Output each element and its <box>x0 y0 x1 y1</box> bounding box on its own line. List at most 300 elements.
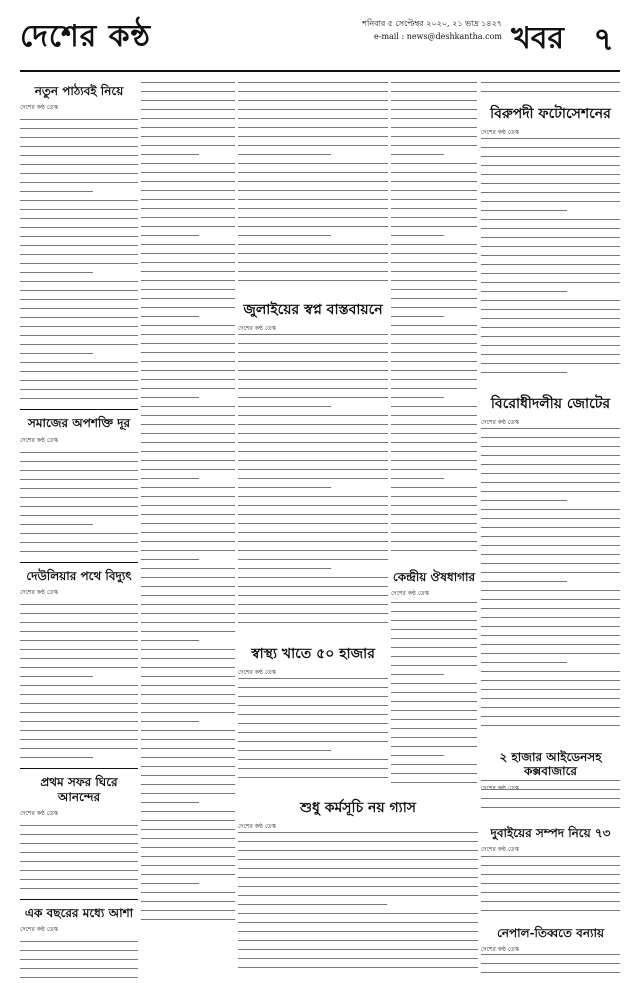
text-line <box>141 204 235 213</box>
text-line <box>238 837 478 846</box>
text-line <box>481 568 620 577</box>
text-line <box>391 375 477 384</box>
text-line <box>481 505 620 514</box>
text-line <box>481 478 620 487</box>
text-line <box>391 78 477 87</box>
text-line <box>238 900 387 909</box>
text-line <box>238 936 478 945</box>
text-line <box>238 159 388 168</box>
reporter-line: দেশের কন্ঠ ডেস্ক <box>20 104 58 112</box>
text-line <box>391 132 477 141</box>
text-line <box>141 105 235 114</box>
text-line <box>141 411 235 420</box>
issue-date: শনিবার ৫ সেপ্টেম্বর ২০২০, ২১ ভাদ্র ১৪২৭ <box>362 19 502 28</box>
text-line <box>20 681 138 690</box>
text-line <box>20 821 138 830</box>
headline: জুলাইয়ের স্বপ্ন বাস্তবায়নে <box>243 302 383 318</box>
text-line <box>481 143 620 152</box>
headline: সমাজের অপশক্তি দূর <box>27 416 131 431</box>
text-line <box>481 197 620 206</box>
text-line <box>20 618 138 627</box>
text-line <box>391 114 477 123</box>
text-line <box>481 433 620 442</box>
text-line <box>391 598 477 607</box>
reporter-line: দেশের কন্ঠ ডেস্ক <box>238 324 276 332</box>
text-line <box>20 663 138 672</box>
text-line <box>391 231 444 240</box>
text-line <box>391 492 477 501</box>
text-line <box>481 676 620 685</box>
text-line <box>481 586 620 595</box>
text-line <box>141 591 235 600</box>
text-line <box>391 330 477 339</box>
text-line <box>20 223 138 232</box>
text-line <box>391 213 477 222</box>
text-line <box>20 367 138 376</box>
text-line <box>238 150 331 159</box>
text-line <box>391 456 477 465</box>
headline: ২ হাজার আইডেনসহ কক্সবাজারে <box>499 750 602 779</box>
text-line <box>481 332 620 341</box>
text-line <box>481 487 620 496</box>
text-line <box>141 447 235 456</box>
text-line <box>391 150 444 159</box>
text-line <box>20 205 138 214</box>
opposition-body <box>481 424 620 736</box>
reporter-line: দেশের কন্ঠ ডেস্ক <box>20 436 58 444</box>
text-line <box>238 510 388 519</box>
text-line <box>238 846 478 855</box>
text-line <box>141 501 235 510</box>
text-line <box>391 438 477 447</box>
text-line <box>238 591 388 600</box>
column-4-bottom <box>391 598 477 788</box>
text-line <box>238 519 388 528</box>
text-line <box>481 685 620 694</box>
text-line <box>481 523 620 532</box>
text-line <box>141 123 235 132</box>
text-line <box>238 267 388 276</box>
text-line <box>141 438 235 447</box>
text-line <box>238 963 478 972</box>
text-line <box>141 537 235 546</box>
text-line <box>238 600 388 609</box>
coxsbazar-body <box>481 776 620 816</box>
text-line <box>238 537 388 546</box>
column-2 <box>141 78 235 978</box>
text-line <box>20 385 138 394</box>
text-line <box>20 830 138 839</box>
reporter-line: দেশের কন্ঠ ডেস্ক <box>238 822 276 830</box>
text-line <box>238 710 388 719</box>
text-line <box>238 674 388 683</box>
text-line <box>238 114 388 123</box>
headline: নতুন পাঠ্যবই নিয়ে <box>34 84 124 98</box>
text-line <box>391 384 477 393</box>
text-line <box>141 771 235 780</box>
text-line <box>481 622 620 631</box>
text-line <box>238 195 388 204</box>
text-line <box>481 959 620 968</box>
text-line <box>141 807 235 816</box>
text-line <box>20 884 138 893</box>
text-line <box>20 115 138 124</box>
text-line <box>20 609 138 618</box>
text-line <box>141 132 235 141</box>
text-line <box>391 483 477 492</box>
text-line <box>141 258 235 267</box>
text-line <box>20 529 138 538</box>
text-line <box>20 735 138 744</box>
text-line <box>141 348 235 357</box>
headline: শুধু কর্মসূচি নয় গ্যাস <box>299 800 417 816</box>
text-line <box>20 627 138 636</box>
text-line <box>238 465 388 474</box>
text-line <box>20 708 138 717</box>
text-line <box>141 852 235 861</box>
text-line <box>141 672 235 681</box>
text-line <box>391 123 477 132</box>
text-line <box>141 699 235 708</box>
text-line <box>141 834 235 843</box>
text-line <box>141 582 235 591</box>
text-line <box>238 438 388 447</box>
text-line <box>141 645 235 654</box>
text-line <box>20 133 138 142</box>
text-line <box>20 672 93 681</box>
text-line <box>141 294 235 303</box>
text-line <box>20 538 138 547</box>
text-line <box>391 249 477 258</box>
text-line <box>20 493 138 502</box>
text-line <box>141 744 235 753</box>
text-line <box>141 339 235 348</box>
text-line <box>141 465 235 474</box>
text-line <box>481 215 620 224</box>
text-line <box>141 879 199 888</box>
text-line <box>391 348 477 357</box>
text-line <box>20 466 138 475</box>
text-line <box>238 746 331 755</box>
text-line <box>20 875 138 884</box>
text-line <box>391 141 477 150</box>
text-line <box>20 331 138 340</box>
text-line <box>481 442 620 451</box>
text-line <box>481 861 620 870</box>
text-line <box>238 945 478 954</box>
reporter-line: দেশের কন্ঠ ডেস্ক <box>20 589 58 597</box>
text-line <box>141 267 235 276</box>
reporter-line: দেশের কন্ঠ ডেস্ক <box>20 926 58 934</box>
text-line <box>141 474 199 483</box>
text-line <box>391 769 477 778</box>
text-line <box>391 751 444 760</box>
text-line <box>238 954 478 963</box>
text-line <box>391 429 477 438</box>
text-line <box>141 555 199 564</box>
text-line <box>141 168 235 177</box>
text-line <box>141 483 235 492</box>
text-line <box>481 287 567 296</box>
text-line <box>238 258 388 267</box>
headline: কেন্দ্রীয় ঔষধাগার <box>392 570 476 584</box>
text-line <box>391 393 444 402</box>
text-line <box>481 251 620 260</box>
text-line <box>20 196 138 205</box>
text-line <box>481 694 620 703</box>
reporter-line: দেশের কন্ঠ ডেস্ক <box>481 946 519 954</box>
text-line <box>238 909 478 918</box>
text-line <box>238 402 331 411</box>
text-line <box>238 222 388 231</box>
text-line <box>238 864 478 873</box>
text-line <box>238 927 478 936</box>
text-line <box>141 717 199 726</box>
text-line <box>141 78 235 87</box>
text-line <box>20 636 138 645</box>
text-line <box>238 528 388 537</box>
text-line <box>20 964 138 973</box>
text-line <box>20 753 93 762</box>
text-line <box>141 96 235 105</box>
text-line <box>141 573 235 582</box>
text-line <box>391 168 477 177</box>
text-line <box>141 429 235 438</box>
text-line <box>481 359 620 368</box>
headline: নেপাল-তিব্বতে বন্যায় <box>496 926 605 940</box>
text-line <box>238 555 388 564</box>
text-line <box>141 564 235 573</box>
text-line <box>20 232 138 241</box>
text-line <box>481 451 620 460</box>
text-line <box>20 547 138 556</box>
text-line <box>481 595 620 604</box>
text-line <box>391 679 477 688</box>
text-line <box>481 550 620 559</box>
text-line <box>481 323 620 332</box>
text-line <box>141 753 235 762</box>
text-line <box>391 607 477 616</box>
text-line <box>141 159 235 168</box>
text-line <box>391 760 477 769</box>
text-line <box>481 577 567 586</box>
text-line <box>141 627 235 636</box>
text-line <box>481 803 620 812</box>
text-line <box>481 179 620 188</box>
text-line <box>481 496 567 505</box>
dubai-body <box>481 852 620 914</box>
text-line <box>481 649 620 658</box>
text-line <box>238 501 388 510</box>
text-line <box>141 222 235 231</box>
text-line <box>481 314 620 323</box>
text-line <box>20 717 138 726</box>
text-line <box>20 295 138 304</box>
photosession-body <box>481 134 620 382</box>
text-line <box>238 123 388 132</box>
text-line <box>141 177 235 186</box>
column-3-lower <box>238 674 388 786</box>
text-line <box>20 169 138 178</box>
text-line <box>391 715 477 724</box>
text-line <box>391 276 477 285</box>
text-line <box>481 852 620 861</box>
text-line <box>238 420 388 429</box>
text-line <box>481 667 620 676</box>
text-line <box>141 384 235 393</box>
text-line <box>238 87 388 96</box>
text-line <box>20 448 138 457</box>
text-line <box>481 897 620 906</box>
text-line <box>481 242 620 251</box>
text-line <box>481 888 620 897</box>
text-line <box>141 861 235 870</box>
page-number: ৭ <box>593 20 614 58</box>
text-line <box>391 697 477 706</box>
text-line <box>20 848 138 857</box>
text-line <box>481 78 620 87</box>
text-line <box>391 285 477 294</box>
text-line <box>20 654 138 663</box>
text-line <box>481 559 620 568</box>
text-line <box>481 794 620 803</box>
text-line <box>141 726 235 735</box>
text-line <box>20 187 93 196</box>
text-line <box>238 330 388 339</box>
text-line <box>238 447 388 456</box>
contact-email: e-mail : news@deshkantha.com <box>374 32 502 41</box>
text-line <box>20 690 138 699</box>
text-line <box>391 733 477 742</box>
text-line <box>141 366 235 375</box>
text-line <box>238 240 388 249</box>
text-line <box>141 321 235 330</box>
text-line <box>20 286 138 295</box>
text-line <box>141 690 235 699</box>
reporter-line: দেশের কন্ঠ ডেস্ক <box>238 668 276 676</box>
text-line <box>238 564 331 573</box>
text-line <box>391 537 477 546</box>
text-line <box>141 357 235 366</box>
text-line <box>238 78 388 87</box>
text-line <box>20 457 138 466</box>
text-line <box>238 168 388 177</box>
text-line <box>238 231 331 240</box>
text-line <box>238 891 478 900</box>
text-line <box>238 393 388 402</box>
text-line <box>20 937 138 946</box>
text-line <box>238 755 388 764</box>
text-line <box>481 541 620 550</box>
text-line <box>238 411 388 420</box>
text-line <box>20 142 138 151</box>
text-line <box>391 465 477 474</box>
text-line <box>391 195 477 204</box>
text-line <box>141 456 235 465</box>
text-line <box>20 520 93 529</box>
text-line <box>238 492 388 501</box>
text-line <box>141 798 199 807</box>
text-line <box>391 321 477 330</box>
text-line <box>481 469 620 478</box>
headline: এক বছরের মধ্যে আশা <box>24 905 134 920</box>
text-line <box>391 706 477 715</box>
text-line <box>391 447 477 456</box>
text-line <box>20 214 138 223</box>
text-line <box>238 366 388 375</box>
text-line <box>141 636 199 645</box>
text-line <box>238 213 388 222</box>
masthead <box>20 8 620 72</box>
text-line <box>20 241 138 250</box>
text-line <box>481 233 620 242</box>
text-line <box>391 742 477 751</box>
text-line <box>141 510 235 519</box>
text-line <box>141 312 199 321</box>
text-line <box>238 728 388 737</box>
text-line <box>238 177 388 186</box>
text-line <box>391 546 477 555</box>
text-line <box>141 213 235 222</box>
text-line <box>481 368 567 377</box>
text-line <box>391 105 477 114</box>
text-line <box>141 528 235 537</box>
text-line <box>20 600 138 609</box>
text-line <box>20 376 138 385</box>
text-line <box>391 87 477 96</box>
text-line <box>481 188 620 197</box>
text-line <box>391 402 477 411</box>
text-line <box>20 484 138 493</box>
text-line <box>481 721 620 730</box>
text-line <box>481 278 620 287</box>
text-line <box>481 870 620 879</box>
text-line <box>391 204 477 213</box>
text-line <box>238 692 388 701</box>
nepal-body <box>481 950 620 980</box>
text-line <box>391 528 477 537</box>
text-line <box>481 906 620 914</box>
text-line <box>238 737 388 746</box>
text-line <box>391 616 477 625</box>
text-line <box>141 789 235 798</box>
text-line <box>20 955 138 964</box>
text-line <box>481 224 620 233</box>
reporter-line: দেশের কন্ঠ ডেস্ক <box>481 846 519 854</box>
text-line <box>481 785 620 794</box>
text-line <box>481 87 620 96</box>
text-line <box>391 643 477 652</box>
text-line <box>391 222 477 231</box>
text-line <box>238 609 388 618</box>
text-line <box>141 393 199 402</box>
headline: বিরোধীদলীয় জোটের <box>490 396 611 412</box>
text-line <box>141 600 235 609</box>
text-line <box>391 652 477 661</box>
text-line <box>391 501 477 510</box>
text-line <box>481 161 620 170</box>
text-line <box>141 420 235 429</box>
text-line <box>20 313 138 322</box>
text-line <box>238 855 478 864</box>
text-line <box>20 250 138 259</box>
text-line <box>481 640 620 649</box>
text-line <box>20 645 138 654</box>
text-line <box>238 582 388 591</box>
text-line <box>238 683 388 692</box>
headline: প্রথম সফর ঘিরে আনন্দের <box>40 775 118 804</box>
text-line <box>20 322 138 331</box>
